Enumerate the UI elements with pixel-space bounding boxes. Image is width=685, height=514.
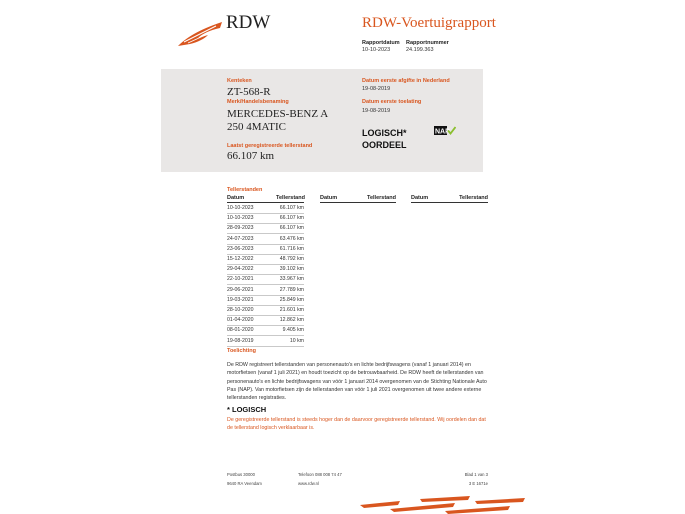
table-row-date: 23-06-2023 xyxy=(227,245,254,252)
summary-box xyxy=(161,69,483,172)
table-row-date: 01-04-2020 xyxy=(227,317,254,324)
footer-stripes-decoration xyxy=(360,495,525,514)
table-row-date: 10-10-2023 xyxy=(227,205,254,211)
table-row-km: 12.862 km xyxy=(279,317,304,324)
rapportnummer-value: 24.199.363 xyxy=(406,47,434,53)
tellerstanden-title: Tellerstanden xyxy=(227,187,263,193)
rapportdatum-label: Rapportdatum xyxy=(362,40,400,46)
table-row-divider xyxy=(227,223,304,224)
col-datum-3: Datum xyxy=(411,195,429,201)
table-row-date: 22-10-2021 xyxy=(227,276,254,283)
tellerstand-value: 66.107 km xyxy=(227,150,275,162)
table-row-km: 48.792 km xyxy=(279,256,304,262)
table-row-km: 63.476 km xyxy=(279,235,304,242)
table-row-date: 29-04-2022 xyxy=(227,266,254,273)
col-datum-2: Datum xyxy=(320,195,338,201)
table-row-divider xyxy=(227,325,304,326)
tellerstand-label: Laatst geregistreerde tellerstand xyxy=(227,143,313,149)
table-row-km: 27.789 km xyxy=(279,286,304,293)
merk-label: Merk/Handelsbenaming xyxy=(227,99,289,105)
eerste-afgifte-value: 19-08-2019 xyxy=(362,86,391,92)
oordeel-badge xyxy=(362,127,407,151)
table-row-km: 61.716 km xyxy=(279,245,304,252)
toelichting-text: De RDW registreert tellerstanden van personenauto's en lichte bedrijfswagens (vanaf 1 januari 2014) en motorfietsen (vanaf 1 juli 2021) en houdt toezicht op de betrouwbaarheid. De RDW heeft de tellerstanden van personenauto's en lichte bedrijfswagens van vóór 1 januari 2014 overgenomen van de Stichting Nationale Auto Pas (NAP). Van motorfietsen zijn de tellerstanden van vóór 1 juli 2021 overgenomen uit twee andere externe tellerstanden registraties. xyxy=(227,362,487,402)
table-row-divider xyxy=(227,213,304,214)
table-row-km: 66.107 km xyxy=(279,215,304,222)
table-row-km: 9.405 km xyxy=(282,327,304,334)
merk-value-line2: 250 4MATIC xyxy=(227,121,286,133)
logisch-text: De geregistreerde tellerstand is steeds hoger dan de daarvoor geregistreerde tellerstand. Wij oordelen dan dat de tellerstand logisch verklaarbaar is. xyxy=(227,417,486,432)
footer-code: 3 E 1671e xyxy=(468,481,488,486)
table-row-date: 19-08-2019 xyxy=(227,337,254,344)
header-divider-1 xyxy=(227,202,304,203)
table-row-km: 25.849 km xyxy=(279,296,304,303)
nap-logo-icon xyxy=(434,126,456,135)
table-row-km: 21.601 km xyxy=(279,307,304,313)
table-row-date: 24-07-2023 xyxy=(227,235,254,242)
table-row-date: 08-01-2020 xyxy=(227,327,254,334)
table-row-divider xyxy=(227,335,304,336)
eerste-toelating-value: 19-08-2019 xyxy=(362,108,391,114)
col-teller-2: Tellerstand xyxy=(367,195,396,201)
table-row-km: 66.107 km xyxy=(279,225,304,232)
table-row-date: 28-09-2023 xyxy=(227,225,254,232)
table-row-divider xyxy=(227,233,304,234)
merk-value-line1: MERCEDES-BENZ A xyxy=(227,108,329,120)
nap-logo-text: NAP xyxy=(435,128,450,135)
footer-city: 9640 RA Veendam xyxy=(227,481,262,486)
col-teller-3: Tellerstand xyxy=(459,195,488,201)
footer-postbus: Postbus 30000 xyxy=(227,472,255,477)
table-row-date: 28-10-2020 xyxy=(227,307,254,313)
header-divider-2 xyxy=(320,202,396,203)
table-row-km: 39.102 km xyxy=(279,266,304,273)
footer-page: Blad 1 van 3 xyxy=(464,472,488,477)
table-row-date: 19-03-2021 xyxy=(227,296,254,303)
table-row-divider xyxy=(227,254,304,255)
table-row-date: 29-06-2021 xyxy=(227,286,254,293)
rapportdatum-value: 10-10-2023 xyxy=(362,47,391,53)
oordeel-line2: OORDEEL xyxy=(362,140,407,150)
kenteken-value: ZT-568-R xyxy=(227,86,271,98)
eerste-toelating-label: Datum eerste toelating xyxy=(362,99,422,105)
col-datum-1: Datum xyxy=(227,195,245,201)
report-title: RDW-Voertuigrapport xyxy=(362,15,496,31)
footer-telefoon: Telefoon 088 008 74 47 xyxy=(298,472,342,477)
table-row-divider xyxy=(227,264,304,265)
table-row-divider xyxy=(227,295,304,296)
rdw-logo xyxy=(176,20,226,48)
table-row-divider xyxy=(227,315,304,316)
table-row-divider xyxy=(227,274,304,275)
oordeel-line1: LOGISCH* xyxy=(362,128,407,138)
rapportnummer-label: Rapportnummer xyxy=(406,40,449,46)
table-row-date: 15-12-2022 xyxy=(227,256,254,262)
table-row-km: 66.107 km xyxy=(279,205,304,211)
table-row-divider xyxy=(227,244,304,245)
brand-name: RDW xyxy=(226,12,271,33)
header-divider-3 xyxy=(411,202,488,203)
table-row-divider xyxy=(227,284,304,285)
table-row-km: 10 km xyxy=(289,337,304,344)
table-row-divider xyxy=(227,346,304,347)
kenteken-label: Kenteken xyxy=(227,78,252,84)
table-row-km: 33.967 km xyxy=(279,276,304,283)
toelichting-title: Toelichting xyxy=(227,348,256,354)
table-row-date: 10-10-2023 xyxy=(227,215,254,222)
logisch-title: * LOGISCH xyxy=(227,405,267,414)
col-teller-1: Tellerstand xyxy=(276,195,305,201)
footer-website[interactable]: www.rdw.nl xyxy=(298,481,319,486)
table-row-divider xyxy=(227,305,304,306)
eerste-afgifte-label: Datum eerste afgifte in Nederland xyxy=(362,78,450,84)
